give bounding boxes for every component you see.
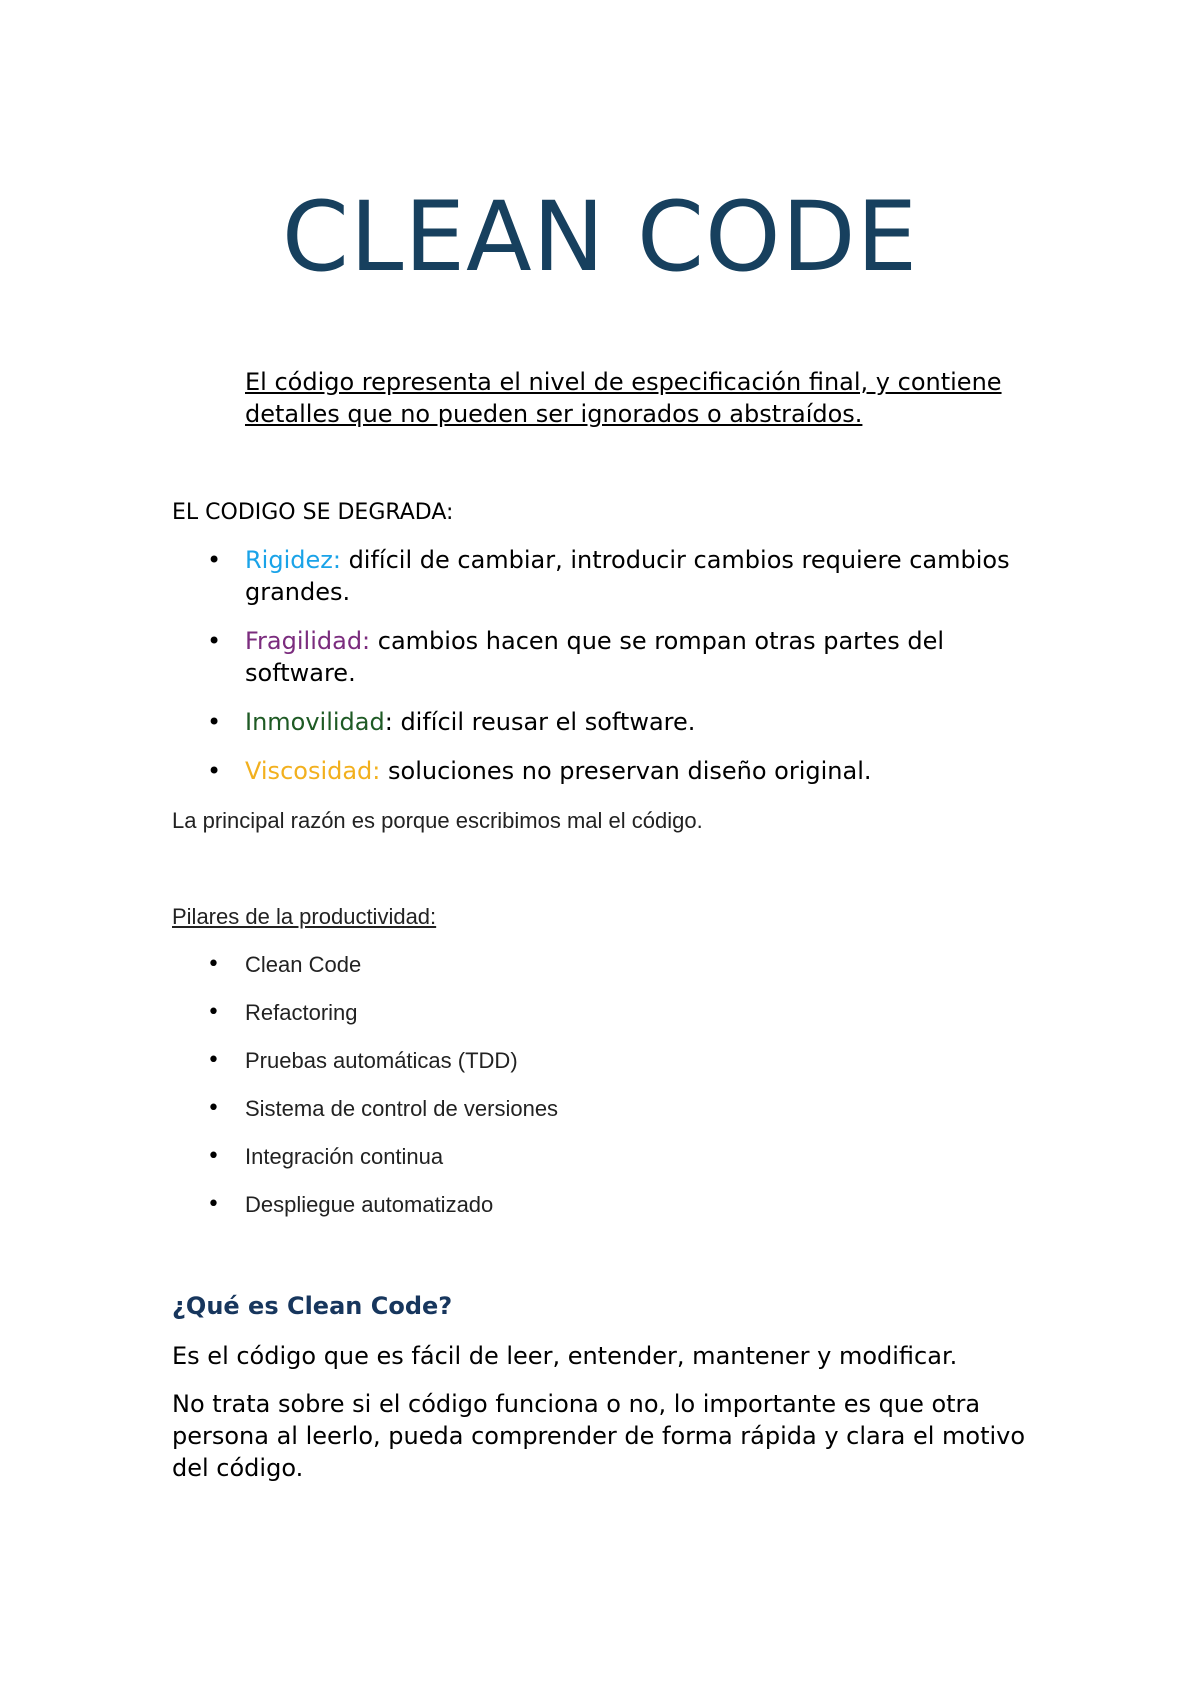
what-is-heading: ¿Qué es Clean Code?	[172, 1292, 453, 1320]
pillar-label: Integración continua	[245, 1144, 444, 1169]
bullet-icon: •	[207, 1000, 220, 1025]
pillar-item	[172, 1046, 558, 1094]
bullet-icon: •	[207, 1144, 220, 1169]
pillar-label: Clean Code	[245, 952, 362, 977]
intro-paragraph: El código representa el nivel de especificación final, y contiene detalles que no pueden ser ignorados o abstraídos.	[245, 368, 1002, 428]
degradation-heading: EL CODIGO SE DEGRADA:	[172, 500, 454, 525]
pillar-item	[172, 950, 558, 998]
degradation-text: difícil de cambiar, introducir cambios requiere cambios grandes.	[245, 546, 1010, 606]
pillars-heading: Pilares de la productividad:	[172, 904, 437, 929]
pillar-item	[172, 1094, 558, 1142]
degradation-list	[172, 544, 1052, 804]
bullet-icon: •	[207, 757, 222, 785]
bullet-icon: •	[207, 1096, 220, 1121]
pillar-item	[172, 998, 558, 1046]
pillars-list	[172, 950, 558, 1238]
degradation-text: : difícil reusar el software.	[384, 708, 696, 736]
degradation-text: cambios hacen que se rompan otras partes del software.	[245, 627, 944, 687]
pillar-label: Despliegue automatizado	[245, 1192, 494, 1217]
explanation-paragraph: No trata sobre si el código funciona o no, lo importante es que otra persona al leerlo, pueda comprender de forma rápida y clara el motivo del código.	[172, 1390, 1026, 1482]
pillar-item	[172, 1190, 558, 1238]
document-title: CLEAN CODE	[281, 181, 919, 293]
degradation-term: Rigidez:	[245, 546, 341, 574]
degradation-item	[172, 706, 1052, 738]
bullet-icon: •	[207, 546, 222, 574]
degradation-item	[172, 755, 1052, 787]
pillar-label: Refactoring	[245, 1000, 358, 1025]
degradation-term: Viscosidad:	[245, 757, 381, 785]
definition-paragraph: Es el código que es fácil de leer, entender, mantener y modificar.	[172, 1342, 958, 1370]
degradation-text: soluciones no preservan diseño original.	[380, 757, 872, 785]
bullet-icon: •	[207, 627, 222, 655]
pillar-label: Pruebas automáticas (TDD)	[245, 1048, 518, 1073]
bullet-icon: •	[207, 1048, 220, 1073]
bullet-icon: •	[207, 952, 220, 977]
pillar-item	[172, 1142, 558, 1190]
bullet-icon: •	[207, 1192, 220, 1217]
reason-text: La principal razón es porque escribimos mal el código.	[172, 808, 703, 833]
degradation-term: Fragilidad:	[245, 627, 371, 655]
pillar-label: Sistema de control de versiones	[245, 1096, 559, 1121]
bullet-icon: •	[207, 708, 222, 736]
degradation-term: Inmovilidad	[245, 708, 385, 736]
degradation-item	[172, 544, 1052, 608]
degradation-item	[172, 625, 1052, 689]
